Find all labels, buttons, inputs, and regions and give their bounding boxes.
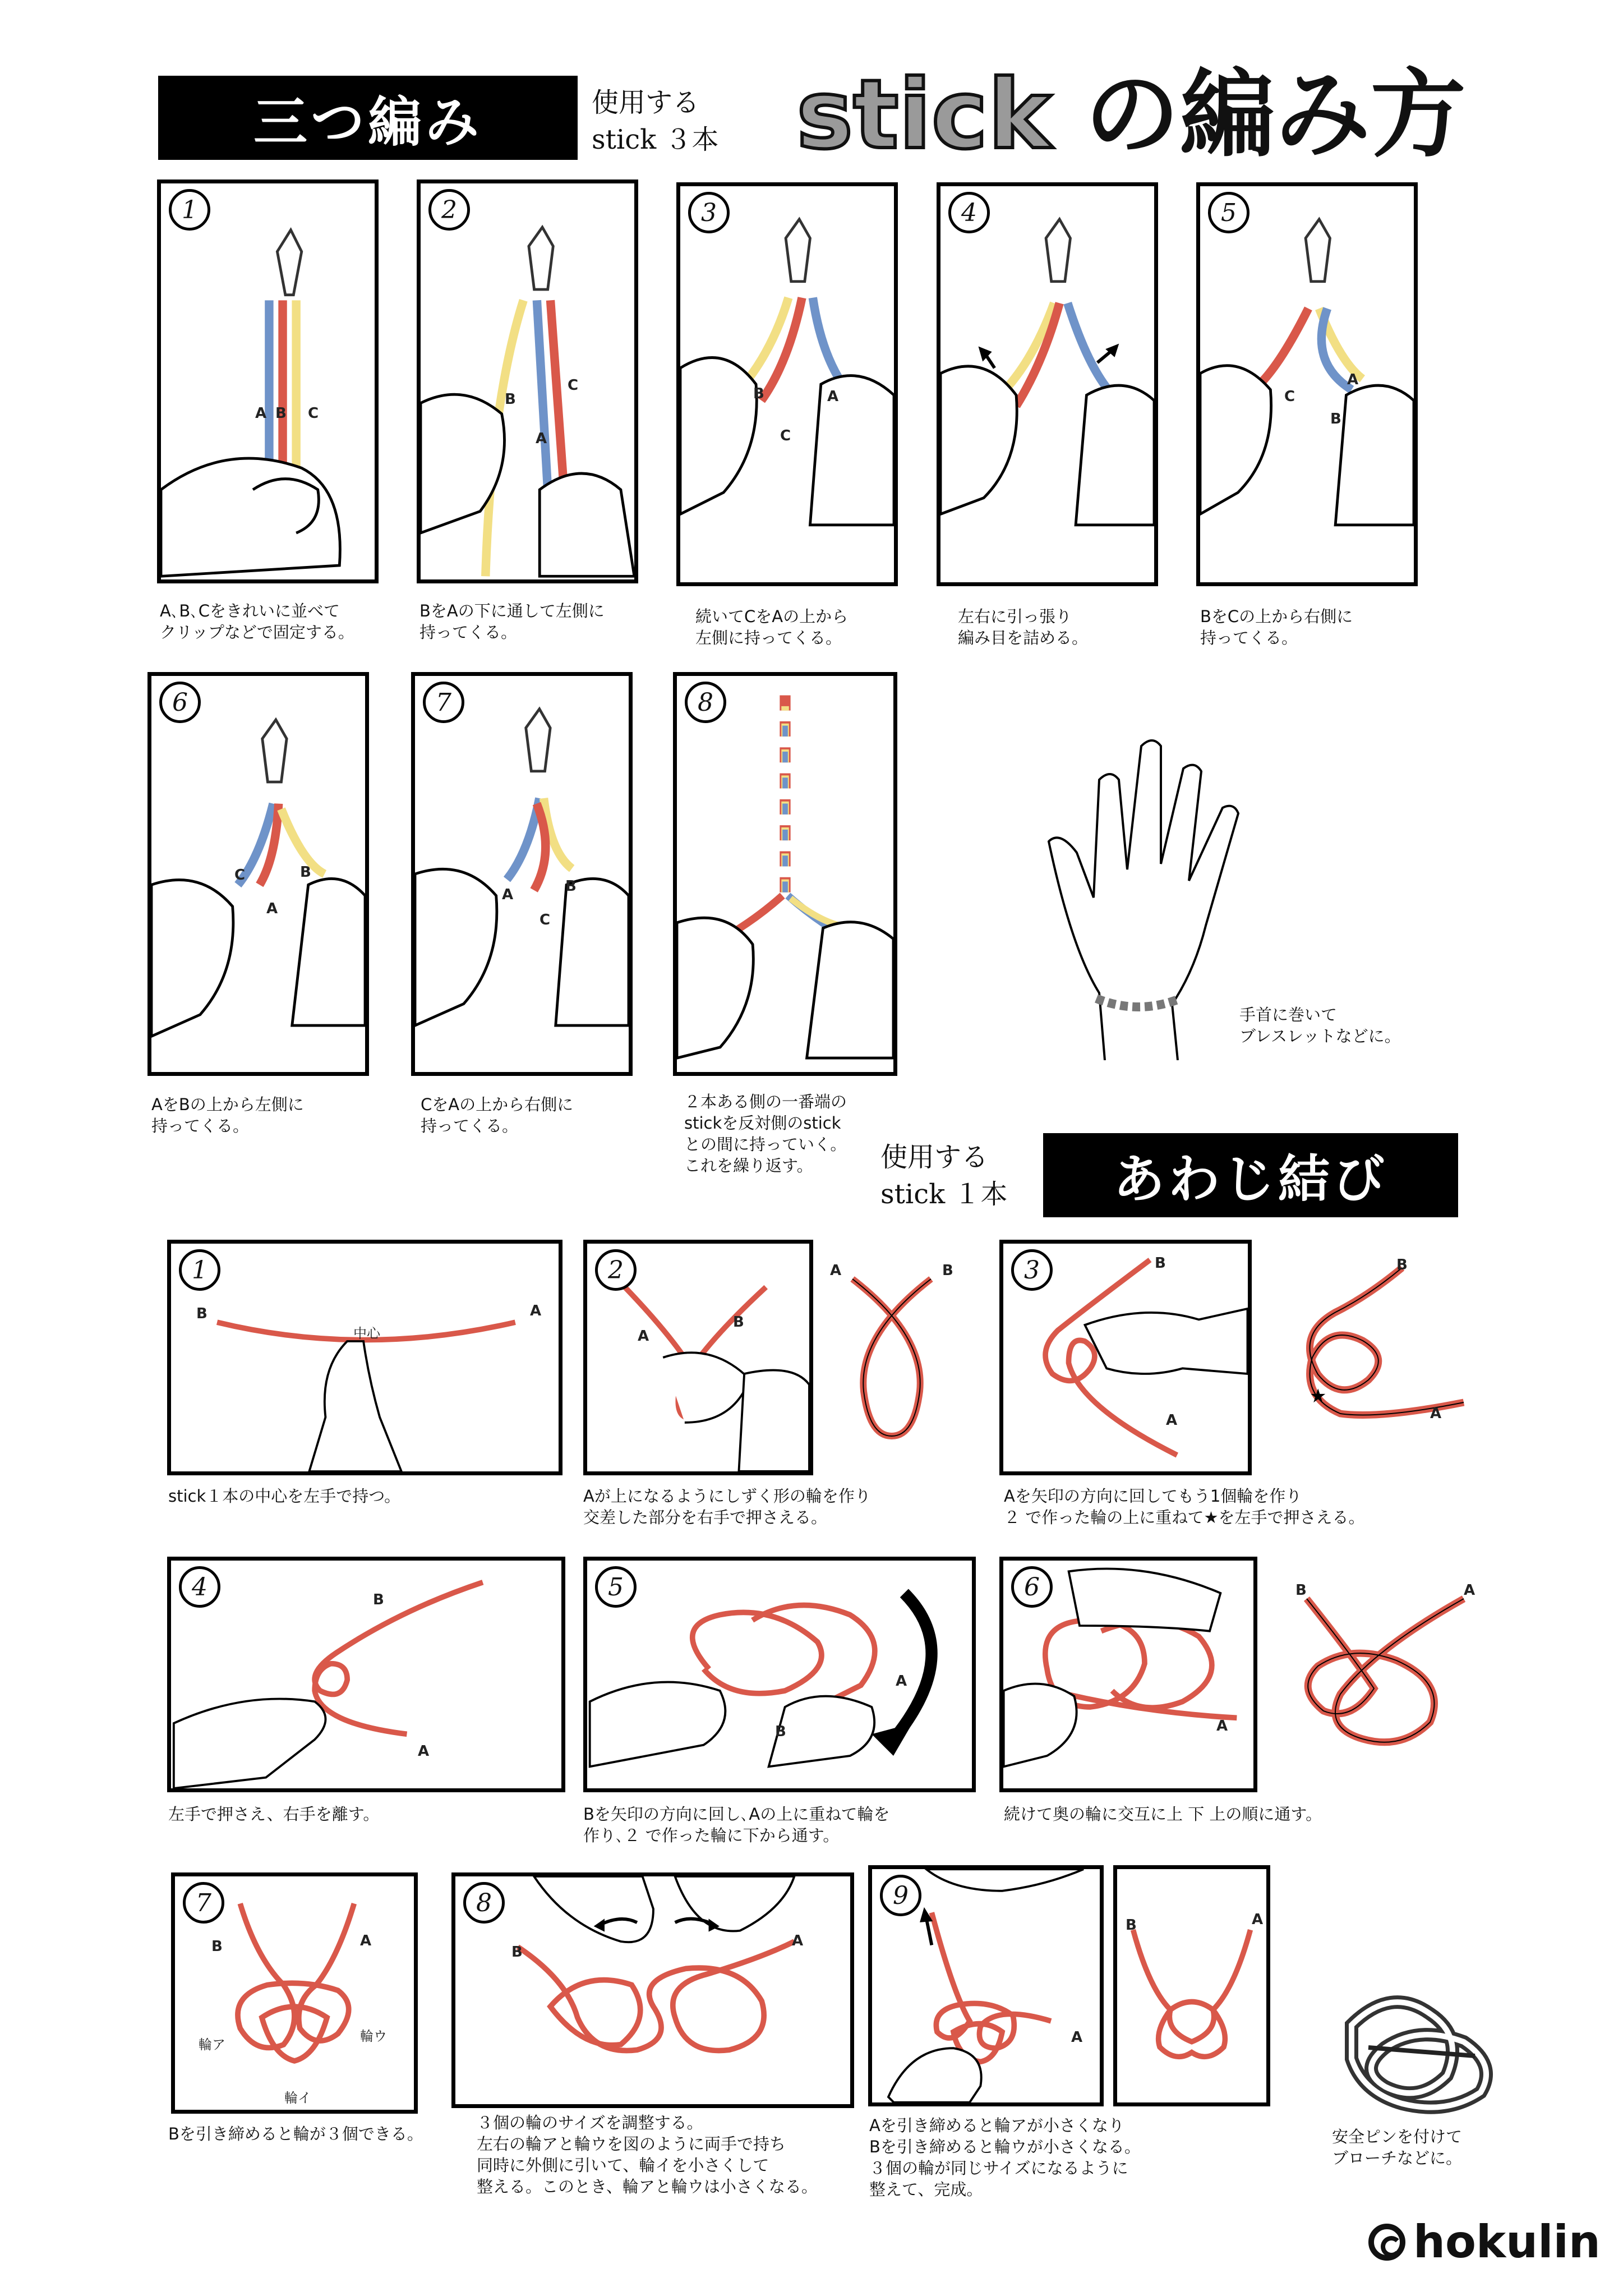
braid-step-3-panel: [676, 182, 898, 586]
braid-step-3-label-a: A: [827, 388, 839, 405]
braid-use-line1: 使用する: [592, 87, 700, 118]
awaji-use-line2: stick １本: [880, 1179, 1008, 1210]
braid-step-7-label-b: B: [565, 878, 577, 895]
awaji-step-7-panel: [171, 1872, 418, 2114]
awaji-step-1-number: 1: [179, 1249, 220, 1291]
awaji-step-1-illustration: [171, 1244, 559, 1471]
awaji-step-6-diagram-label-b: B: [1295, 1582, 1307, 1599]
awaji-step-9-caption: Aを引き締めると輪アが小さくなり Bを引き締めると輪ウが小さくなる。 ３個の輪が同じサイズになるように 整えて、完成。: [869, 2116, 1141, 2199]
awaji-step-4-illustration: [171, 1561, 561, 1788]
braid-step-5-label-c: C: [1284, 388, 1295, 405]
braid-step-3-label-b: B: [753, 385, 764, 402]
awaji-step-6-panel: [999, 1557, 1257, 1792]
braid-step-5-illustration: [1200, 186, 1414, 582]
braid-step-7-illustration: [415, 676, 629, 1072]
braid-use-line2: stick ３本: [592, 124, 719, 155]
braid-step-7-caption: CをAの上から右側に 持ってくる。: [421, 1095, 574, 1135]
bracelet-caption: 手首に巻いて ブレスレットなどに。: [1239, 1005, 1401, 1046]
braid-step-5-number: 5: [1208, 192, 1249, 233]
awaji-step-1-panel: [167, 1240, 562, 1475]
brooch-caption: 安全ピンを付けて ブローチなどに。: [1332, 2127, 1463, 2168]
braid-step-3-number: 3: [688, 192, 730, 233]
braid-step-6-caption: AをBの上から左側に 持ってくる。: [151, 1095, 304, 1135]
awaji-step-3-diagram-label-a: A: [1430, 1405, 1442, 1422]
awaji-step-5-caption: Bを矢印の方向に回し､Aの上に重ねて輪を 作り､２ で作った輪に下から通す。: [583, 1805, 890, 1845]
braid-step-1-label-a: A: [255, 405, 267, 422]
awaji-step-9-panel: [868, 1865, 1104, 2106]
braid-use-label: [592, 84, 737, 158]
awaji-use-line1: 使用する: [880, 1142, 989, 1173]
awaji-step-4-number: 4: [179, 1566, 220, 1608]
awaji-step-6-caption: 続けて奥の輪に交互に上 下 上の順に通す。: [1004, 1805, 1322, 1824]
awaji-step-7-number: 7: [183, 1882, 224, 1924]
svg-text:★: ★: [1310, 1385, 1327, 1407]
braid-step-6-panel: [147, 672, 369, 1076]
awaji-step-3-label-a: A: [1166, 1412, 1178, 1429]
braid-step-2-label-b: B: [505, 391, 516, 408]
awaji-step-2-diagram: [830, 1257, 959, 1458]
awaji-step-8-number: 8: [463, 1882, 505, 1924]
braid-step-8-caption: ２本ある側の一番端の stickを反対側のstick との間に持っていく。 これを繰り返す。: [684, 1092, 847, 1175]
braid-step-5-label-a: A: [1347, 371, 1359, 388]
awaji-step-3-diagram-label-b: B: [1396, 1257, 1408, 1273]
awaji-step-6-diagram: [1284, 1582, 1486, 1773]
awaji-step-8-label-a: A: [792, 1932, 804, 1949]
awaji-step-2-panel: [583, 1240, 813, 1475]
braid-step-2-label-a: A: [536, 430, 547, 447]
awaji-step-6-label-a: A: [1216, 1718, 1228, 1734]
awaji-step-5-panel: [583, 1557, 976, 1792]
braid-title-box: [158, 76, 578, 160]
awaji-step-4-label-a: A: [418, 1743, 430, 1760]
braid-step-5-panel: [1196, 182, 1418, 586]
awaji-step-5-label-a: A: [896, 1673, 907, 1690]
braid-step-4-panel: [937, 182, 1158, 586]
braid-step-8-number: 8: [685, 682, 726, 723]
awaji-step-8-panel: [451, 1872, 854, 2108]
braid-step-4-caption: 左右に引っ張り 編み目を詰める。: [958, 607, 1089, 647]
brand-spiral-icon: [1368, 2224, 1405, 2261]
awaji-step-9-result-panel: [1113, 1865, 1270, 2106]
awaji-step-1-label-center: 中心: [353, 1326, 380, 1341]
awaji-step-5-label-b: B: [775, 1723, 786, 1740]
braid-step-7-panel: [411, 672, 633, 1076]
awaji-step-8-caption: ３個の輪のサイズを調整する。 左右の輪アと輪ウを図のように両手で持ち 同時に外側に引いて、輪イを小さくして 整える。このとき、輪アと輪ウは小さくなる。: [477, 2113, 818, 2196]
awaji-step-3-caption: Aを矢印の方向に回してもう1個輪を作り ２ で作った輪の上に重ねて★を左手で押さえる。: [1004, 1487, 1365, 1527]
awaji-step-3-panel: [999, 1240, 1252, 1475]
page-title-rest: の編み方: [1084, 59, 1466, 171]
braid-step-3-illustration: [680, 186, 894, 582]
braid-step-6-number: 6: [159, 682, 201, 723]
awaji-title: あわじ結び: [1113, 1149, 1388, 1209]
braid-step-8-illustration: [677, 676, 893, 1072]
braid-step-6-illustration: [151, 676, 365, 1072]
awaji-step-2-diagram-label-b: B: [942, 1262, 953, 1279]
page-title: [796, 59, 1581, 171]
braid-step-5-label-b: B: [1330, 411, 1341, 427]
awaji-step-7-label-b: B: [211, 1938, 223, 1955]
brand-logo: [1368, 2216, 1601, 2268]
braid-step-3-caption: 続いてCをAの上から 左側に持ってくる。: [695, 607, 849, 647]
awaji-result-label-a: A: [1252, 1911, 1264, 1928]
awaji-step-4-panel: [167, 1557, 565, 1792]
braid-step-2-label-c: C: [568, 377, 579, 394]
awaji-step-7-label-ring-i: 輪イ: [284, 2090, 311, 2106]
awaji-step-4-caption: 左手で押さえ、右手を離す。: [168, 1805, 380, 1824]
braid-step-2-illustration: [421, 183, 634, 579]
awaji-step-2-label-b: B: [733, 1314, 744, 1331]
awaji-step-7-label-a: A: [360, 1932, 372, 1949]
braid-step-7-label-a: A: [502, 886, 514, 903]
page-title-stick: stick: [796, 59, 1052, 171]
braid-step-1-number: 1: [169, 189, 210, 231]
awaji-step-7-caption: Bを引き締めると輪が３個できる。: [168, 2124, 423, 2143]
braid-step-7-label-c: C: [540, 912, 551, 928]
braid-step-6-label-c: C: [234, 867, 246, 884]
braid-step-4-illustration: [940, 186, 1154, 582]
awaji-step-8-illustration: [455, 1876, 850, 2104]
awaji-step-2-diagram-label-a: A: [830, 1262, 842, 1279]
awaji-title-box: [1043, 1133, 1458, 1217]
bracelet-hand-illustration: [1038, 712, 1273, 1060]
awaji-step-9-label-a: A: [1071, 2029, 1083, 2046]
awaji-result-label-b: B: [1126, 1917, 1137, 1934]
braid-step-8-panel: [673, 672, 897, 1076]
awaji-step-6-diagram-label-a: A: [1464, 1582, 1476, 1599]
braid-step-1-panel: [157, 180, 379, 583]
braid-step-2-number: 2: [428, 189, 470, 231]
awaji-step-2-label-a: A: [638, 1328, 649, 1345]
braid-step-7-number: 7: [423, 682, 464, 723]
braid-step-4-number: 4: [948, 192, 990, 233]
awaji-step-5-illustration: [587, 1561, 972, 1788]
braid-step-5-caption: BをCの上から右側に 持ってくる。: [1200, 607, 1353, 647]
awaji-step-4-label-b: B: [373, 1591, 384, 1608]
braid-step-6-label-a: A: [266, 900, 278, 917]
awaji-step-5-number: 5: [595, 1566, 637, 1608]
awaji-step-3-label-b: B: [1155, 1255, 1166, 1272]
awaji-step-3-diagram: [1279, 1257, 1475, 1447]
braid-title: 三つ編み: [253, 90, 482, 154]
braid-step-6-label-b: B: [300, 864, 311, 881]
awaji-step-1-label-b: B: [196, 1305, 208, 1322]
awaji-step-9-number: 9: [880, 1875, 921, 1916]
awaji-step-3-number: 3: [1011, 1249, 1053, 1291]
awaji-step-2-number: 2: [595, 1249, 637, 1291]
awaji-step-6-number: 6: [1011, 1566, 1053, 1608]
braid-step-3-label-c: C: [780, 427, 791, 444]
braid-step-1-caption: A､B､Cをきれいに並べて クリップなどで固定する。: [160, 601, 354, 642]
awaji-step-2-caption: Aが上になるようにしずく形の輪を作り 交差した部分を右手で押さえる。: [583, 1487, 871, 1527]
braid-step-1-label-b: B: [275, 405, 287, 422]
awaji-step-7-label-ring-a: 輪ア: [199, 2037, 225, 2053]
brooch-illustration: [1335, 1980, 1503, 2115]
brand-name: hokulin: [1413, 2216, 1601, 2268]
awaji-step-1-label-a: A: [530, 1303, 542, 1319]
braid-step-1-label-c: C: [308, 405, 319, 422]
braid-step-2-caption: BをAの下に通して左側に 持ってくる。: [419, 601, 605, 642]
braid-step-2-panel: [417, 180, 638, 583]
awaji-use-label: [880, 1139, 1026, 1213]
braid-step-1-illustration: [161, 183, 375, 579]
awaji-step-9-result-illustration: [1117, 1869, 1266, 2102]
awaji-step-8-label-b: B: [511, 1944, 523, 1961]
awaji-step-1-caption: stick１本の中心を左手で持つ。: [168, 1487, 401, 1506]
awaji-step-7-label-ring-u: 輪ウ: [360, 2028, 387, 2044]
